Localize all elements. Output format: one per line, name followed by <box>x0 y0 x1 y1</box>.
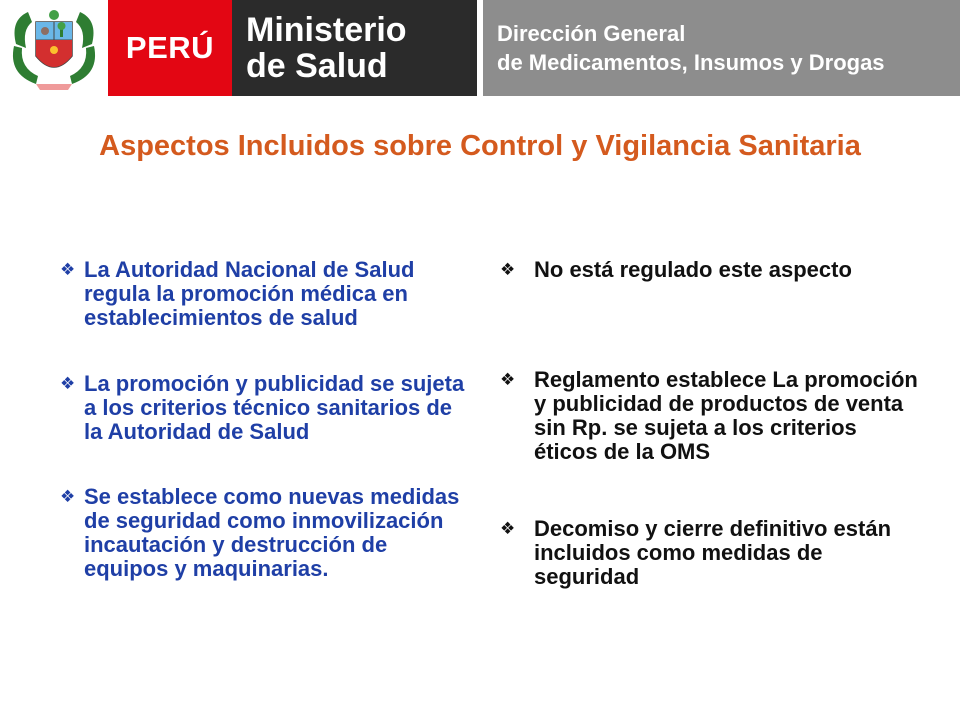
diamond-star-icon: ❖ <box>500 370 516 389</box>
peru-logo-box <box>108 0 232 96</box>
diamond-star-icon: ❖ <box>60 374 76 393</box>
slide-title: Aspectos Incluidos sobre Control y Vigilancia Sanitaria <box>99 130 861 162</box>
bullet-item <box>500 517 920 589</box>
diamond-star-icon: ❖ <box>60 260 76 279</box>
header-banner <box>0 0 960 96</box>
direction-box <box>483 0 960 96</box>
bullet-text: Decomiso y cierre definitivo están incluidos como medidas de seguridad <box>534 516 892 589</box>
peru-label: PERÚ <box>125 30 215 65</box>
bullet-text: La promoción y publicidad se sujeta a los criterios técnico sanitarios de la Autoridad de Salud <box>84 371 465 444</box>
diamond-star-icon: ❖ <box>500 519 516 538</box>
direction-line-2: de Medicamentos, Insumos y Drogas <box>497 50 885 75</box>
bullet-text: La Autoridad Nacional de Salud regula la promoción médica en establecimientos de salud <box>84 257 415 330</box>
bullet-item <box>500 368 920 464</box>
peru-coat-of-arms-logo <box>6 4 102 92</box>
bullet-text: Reglamento establece La promoción y publicidad de productos de venta sin Rp. se sujeta a los criterios éticos de la OMS <box>534 367 918 464</box>
right-column <box>500 258 920 589</box>
ministry-line-1: Ministerio <box>246 11 407 49</box>
diamond-star-icon: ❖ <box>60 487 76 506</box>
direction-line-1: Dirección General <box>497 21 686 46</box>
bullet-text: Se establece como nuevas medidas de seguridad como inmovilización incautación y destrucción de equipos y maquinarias. <box>84 484 460 581</box>
bullet-item <box>500 258 920 282</box>
left-column <box>60 258 465 581</box>
ministry-line-2: de Salud <box>246 47 388 85</box>
bullet-text: No está regulado este aspecto <box>534 257 852 282</box>
bullet-item <box>60 372 465 444</box>
ministry-logo-box <box>232 0 477 96</box>
bullet-item <box>60 258 465 330</box>
diamond-star-icon: ❖ <box>500 260 516 279</box>
bullet-item <box>60 485 465 581</box>
